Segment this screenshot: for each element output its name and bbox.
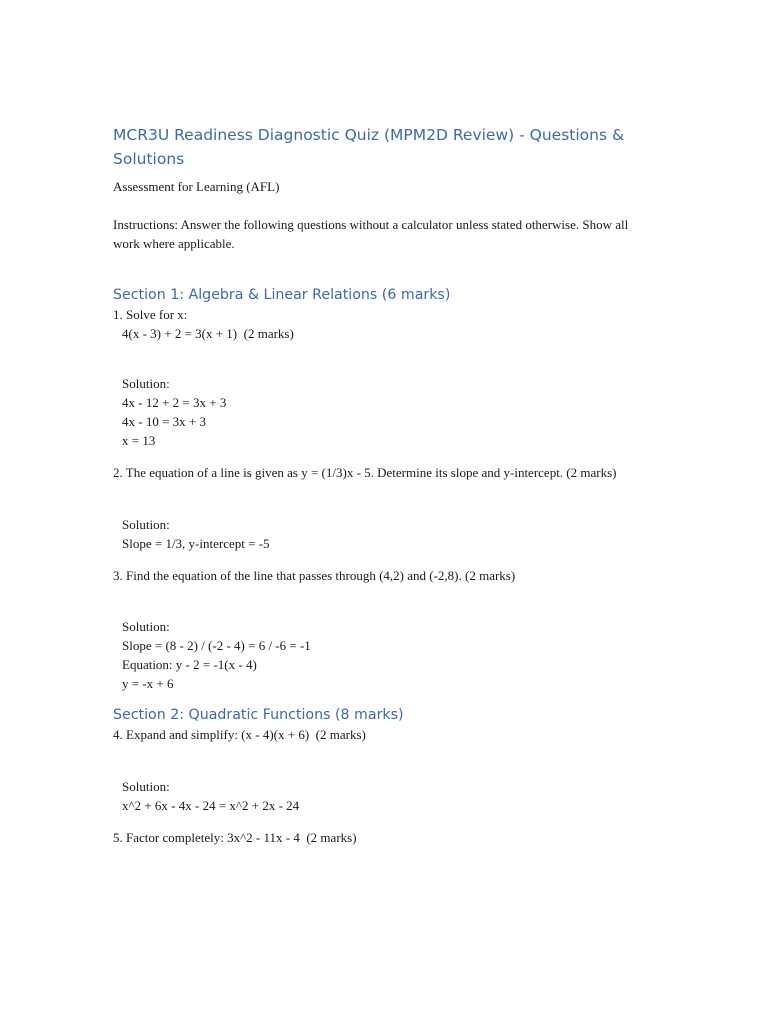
question-2 <box>113 463 658 553</box>
question-4-solution-label: Solution: <box>122 779 170 794</box>
document-subtitle: Assessment for Learning (AFL) <box>113 179 280 194</box>
question-2-step: Slope = 1/3, y-intercept = -5 <box>122 536 270 551</box>
question-4-prompt: 4. Expand and simplify: (x - 4)(x + 6) (2 marks) <box>113 727 366 742</box>
question-1-equation: 4(x - 3) + 2 = 3(x + 1) (2 marks) <box>122 326 294 341</box>
question-2-prompt: 2. The equation of a line is given as y = (1/3)x - 5. Determine its slope and y-intercept. (2 marks) <box>113 465 617 480</box>
question-4-step: x^2 + 6x - 4x - 24 = x^2 + 2x - 24 <box>122 798 300 813</box>
question-3 <box>113 566 658 693</box>
section-2-heading: Section 2: Quadratic Functions (8 marks) <box>113 707 404 723</box>
question-5-prompt: 5. Factor completely: 3x^2 - 11x - 4 (2 marks) <box>113 830 357 845</box>
question-1 <box>113 305 658 450</box>
question-5 <box>113 828 658 847</box>
question-2-solution-label: Solution: <box>122 517 170 532</box>
document-title: MCR3U Readiness Diagnostic Quiz (MPM2D Review) - Questions & Solutions <box>113 126 625 168</box>
question-1-prompt: 1. Solve for x: <box>113 307 188 322</box>
question-3-step: Equation: y - 2 = -1(x - 4) <box>122 657 257 672</box>
question-1-solution-label: Solution: <box>122 376 170 391</box>
document-page <box>113 123 658 847</box>
question-1-step: x = 13 <box>122 433 156 448</box>
section-1-heading: Section 1: Algebra & Linear Relations (6 marks) <box>113 287 451 303</box>
question-3-step: Slope = (8 - 2) / (-2 - 4) = 6 / -6 = -1 <box>122 638 311 653</box>
question-1-step: 4x - 12 + 2 = 3x + 3 <box>122 395 227 410</box>
question-4 <box>113 725 658 815</box>
instructions-text: Instructions: Answer the following questions without a calculator unless stated otherwise. Show all work where applicable. <box>113 217 629 251</box>
question-3-prompt: 3. Find the equation of the line that passes through (4,2) and (-2,8). (2 marks) <box>113 568 516 583</box>
question-1-step: 4x - 10 = 3x + 3 <box>122 414 206 429</box>
question-3-solution-label: Solution: <box>122 619 170 634</box>
question-3-step: y = -x + 6 <box>122 676 174 691</box>
